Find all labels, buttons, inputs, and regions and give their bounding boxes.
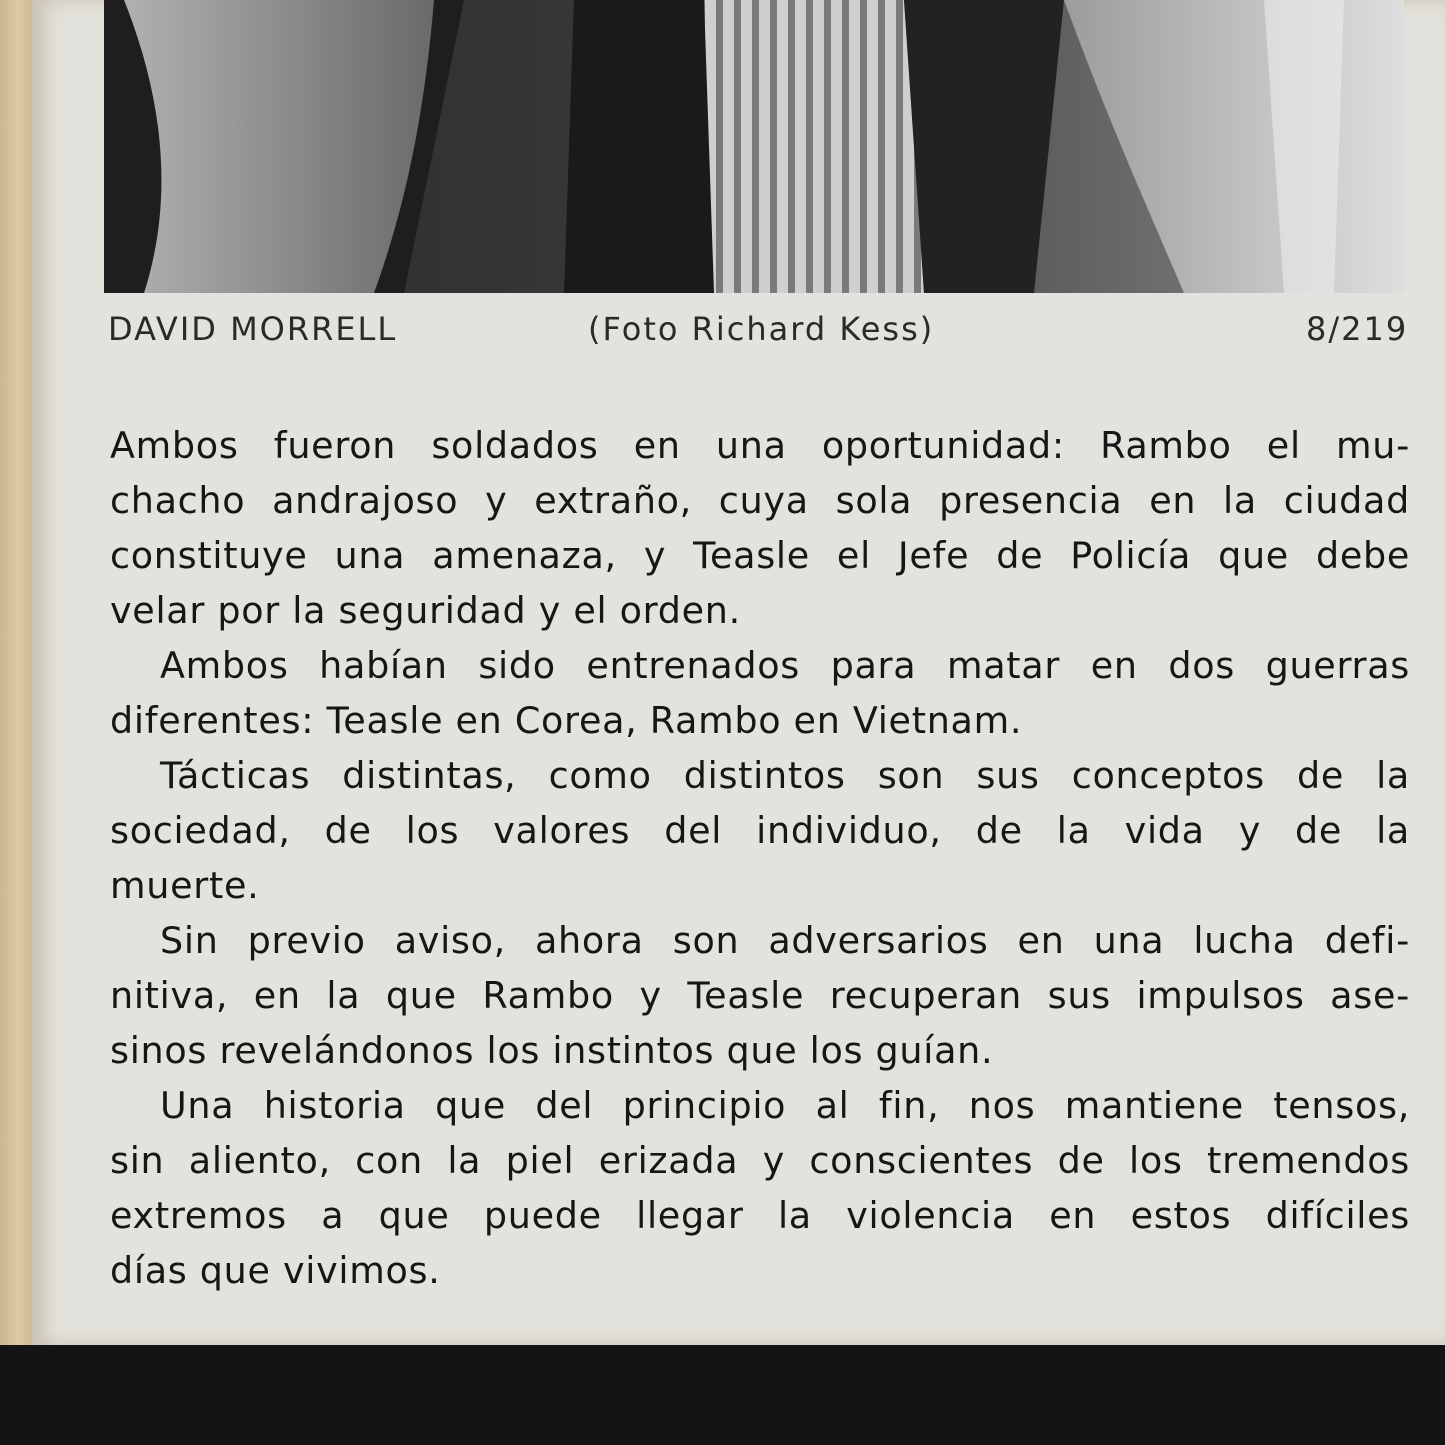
paragraph (110, 748, 1410, 913)
text-line: sinos revelándonos los instintos que los guían. (110, 1029, 994, 1072)
paragraph (110, 418, 1410, 638)
paragraph (110, 638, 1410, 748)
text-line: extremos a que puede llegar la violencia en estos difíciles (110, 1194, 1410, 1237)
author-photo-image (104, 0, 1404, 293)
text-line: muerte. (110, 864, 260, 907)
text-line: constituye una amenaza, y Teasle el Jefe de Policía que debe (110, 534, 1410, 577)
text-line: velar por la seguridad y el orden. (110, 589, 741, 632)
text-line: sociedad, de los valores del individuo, de la vida y de la (110, 809, 1410, 852)
text-line: Ambos fueron soldados en una oportunidad: Rambo el mu- (110, 424, 1410, 467)
back-cover-blurb (110, 418, 1410, 1298)
text-line: días que vivimos. (110, 1249, 441, 1292)
text-line: sin aliento, con la piel erizada y conscientes de los tremendos (110, 1139, 1410, 1182)
photo-credit: (Foto Richard Kess) (588, 310, 935, 348)
text-line: chacho andrajoso y extraño, cuya sola presencia en la ciudad (110, 479, 1410, 522)
text-line: nitiva, en la que Rambo y Teasle recuperan sus impulsos ase- (110, 974, 1410, 1017)
text-line: Una historia que del principio al fin, nos mantiene tensos, (160, 1084, 1410, 1127)
text-line: Tácticas distintas, como distintos son sus conceptos de la (160, 754, 1410, 797)
author-photo (104, 0, 1404, 293)
book-code: 8/219 (1306, 310, 1409, 348)
text-line: Ambos habían sido entrenados para matar en dos guerras (160, 644, 1410, 687)
background-surface (0, 1345, 1445, 1445)
paragraph (110, 1078, 1410, 1298)
author-name: DAVID MORRELL (108, 310, 398, 348)
paragraph (110, 913, 1410, 1078)
text-line: diferentes: Teasle en Corea, Rambo en Vietnam. (110, 699, 1023, 742)
text-line: Sin previo aviso, ahora son adversarios en una lucha defi- (160, 919, 1410, 962)
